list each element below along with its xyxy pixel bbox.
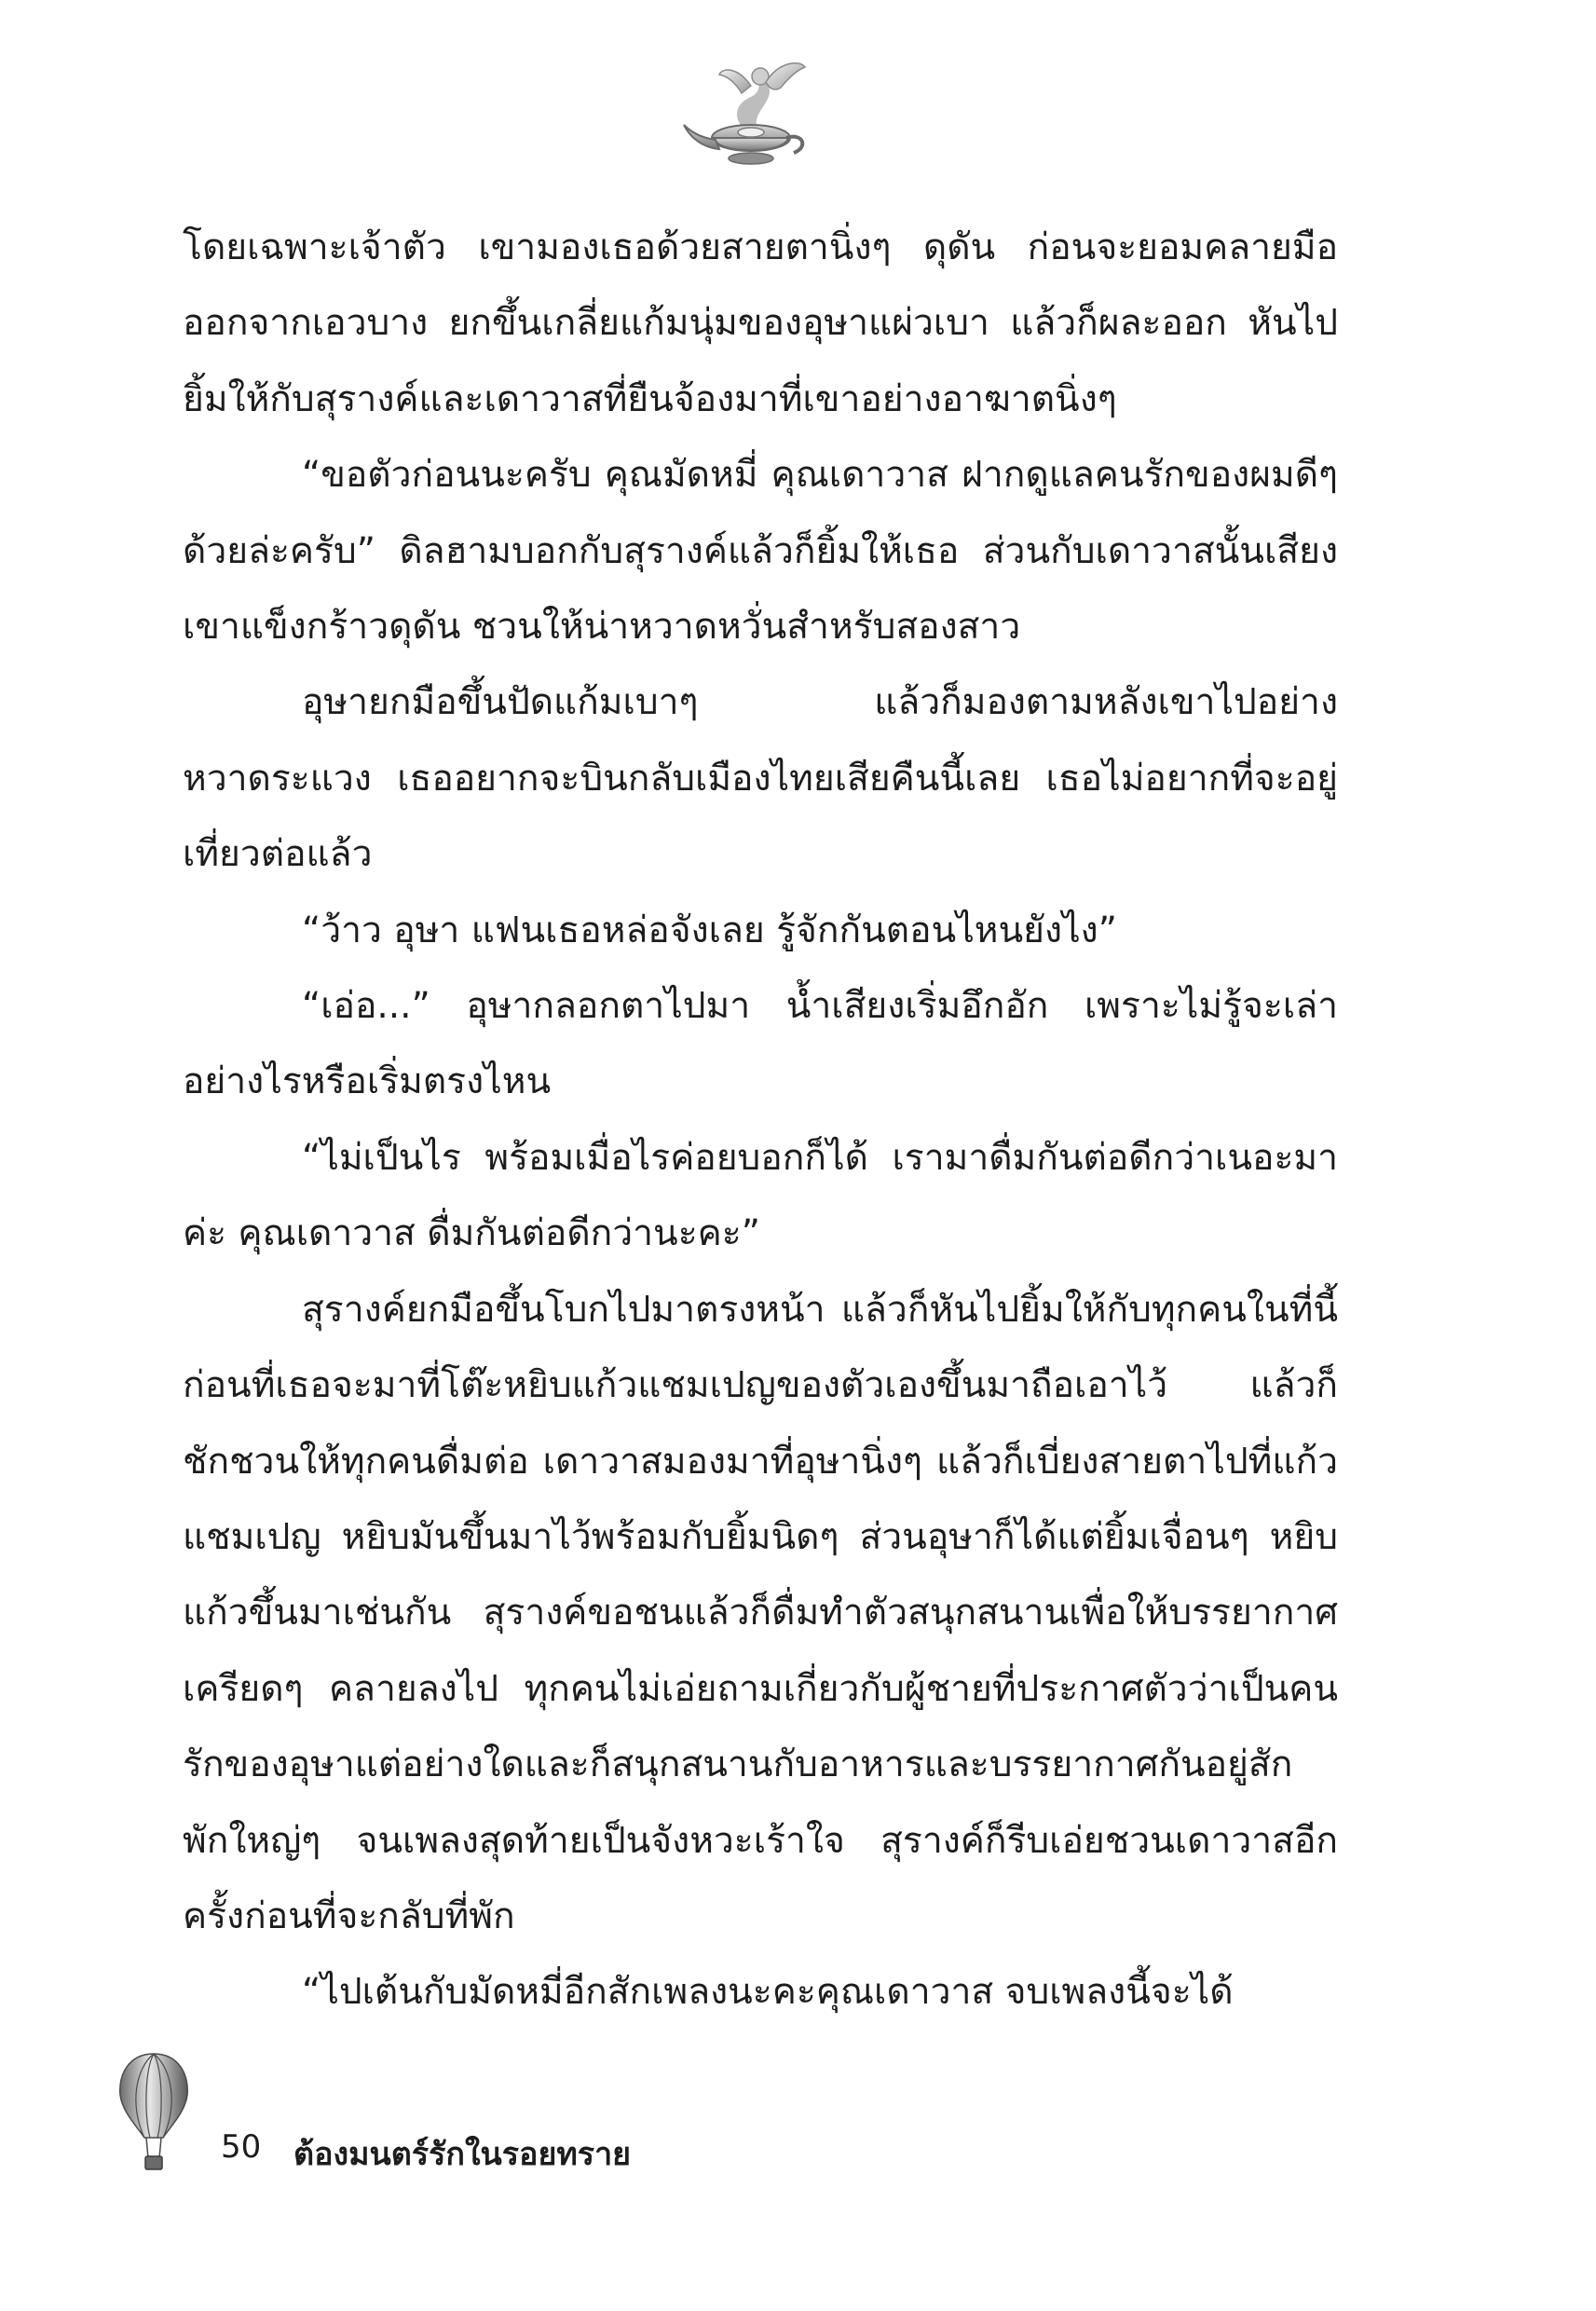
page-footer (116, 2050, 769, 2190)
cupid-magic-lamp-icon (676, 54, 825, 175)
paragraph: อุษายกมือขึ้นปัดแก้มเบาๆ แล้วก็มองตามหลังเขาไปอย่างหวาดระแวง เธออยากจะบินกลับเมืองไทยเสียคืนนี้เลย เธอไม่อยากที่จะอยู่เที่ยวต่อแล้ว (183, 681, 1338, 876)
paragraph: สุรางค์ยกมือขึ้นโบกไปมาตรงหน้า แล้วก็หันไปยิ้มให้กับทุกคนในที่นี้ ก่อนที่เธอจะมาที่โต๊ะหยิบแก้วแชมเปญของตัวเองขึ้นมาถือเอาไว้ แล้วก็ชักชวนให้ทุกคนดื่มต่อ เดาวาสมองมาที่อุษานิ่งๆ แล้วก็เบี่ยงสายตาไปที่แก้วแชมเปญ หยิบมันขึ้นมาไว้พร้อมกับยิ้มนิดๆ ส่วนอุษาก็ได้แต่ยิ้มเจื่อนๆ หยิบแก้วขึ้นมาเช่นกัน สุรางค์ขอชนแล้วก็ดื่มทำตัวสนุกสนานเพื่อให้บรรยากาศเครียดๆ คลายลงไป ทุกคนไม่เอ่ยถามเกี่ยวกับผู้ชายที่ประกาศตัวว่าเป็นคนรักของอุษาแต่อย่างใดและก็สนุกสนานกับอาหารและบรรยากาศกันอยู่สักพักใหญ่ๆ จนเพลงสุดท้ายเป็นจังหวะเร้าใจ สุรางค์ก็รีบเอ่ยชวนเดาวาสอีกครั้งก่อนที่จะกลับที่พัก (183, 1288, 1338, 1937)
hot-air-balloon-icon (116, 2050, 191, 2181)
chapter-body (183, 210, 1338, 2031)
paragraph: “ไปเต้นกับมัดหมี่อีกสักเพลงนะคะคุณเดาวาส จบเพลงนี้จะได้ (302, 1971, 1234, 2014)
paragraph: “ไม่เป็นไร พร้อมเมื่อไรค่อยบอกก็ได้ เรามาดื่มกันต่อดีกว่าเนอะมาค่ะ คุณเดาวาส ดื่มกันต่อดีกว่านะคะ” (183, 1136, 1338, 1255)
paragraph: “เอ่อ...” อุษากลอกตาไปมา น้ำเสียงเริ่มอึกอัก เพราะไม่รู้จะเล่าอย่างไรหรือเริ่มตรงไหน (183, 985, 1338, 1103)
book-title: ต้องมนตร์รักในรอยทราย (293, 2136, 632, 2173)
paragraph: โดยเฉพาะเจ้าตัว เขามองเธอด้วยสายตานิ่งๆ ดุดัน ก่อนจะยอมคลายมือออกจากเอวบาง ยกขึ้นเกลี่ยแก้มนุ่มของอุษาแผ่วเบา แล้วก็ผละออก หันไปยิ้มให้กับสุรางค์และเดาวาสที่ยืนจ้องมาที่เขาอย่างอาฆาตนิ่งๆ (183, 226, 1338, 420)
paragraph: “ว้าว อุษา แฟนเธอหล่อจังเลย รู้จักกันตอนไหนยังไง” (302, 909, 1117, 951)
page-number: 50 (221, 2128, 262, 2166)
paragraph: “ขอตัวก่อนนะครับ คุณมัดหมี่ คุณเดาวาส ฝากดูแลคนรักของผมดีๆ ด้วยล่ะครับ” ดิลฮามบอกกับสุรางค์แล้วก็ยิ้มให้เธอ ส่วนกับเดาวาสนั้นเสียงเขาแข็งกร้าวดุดัน ชวนให้น่าหวาดหวั่นสำหรับสองสาว (183, 454, 1338, 649)
